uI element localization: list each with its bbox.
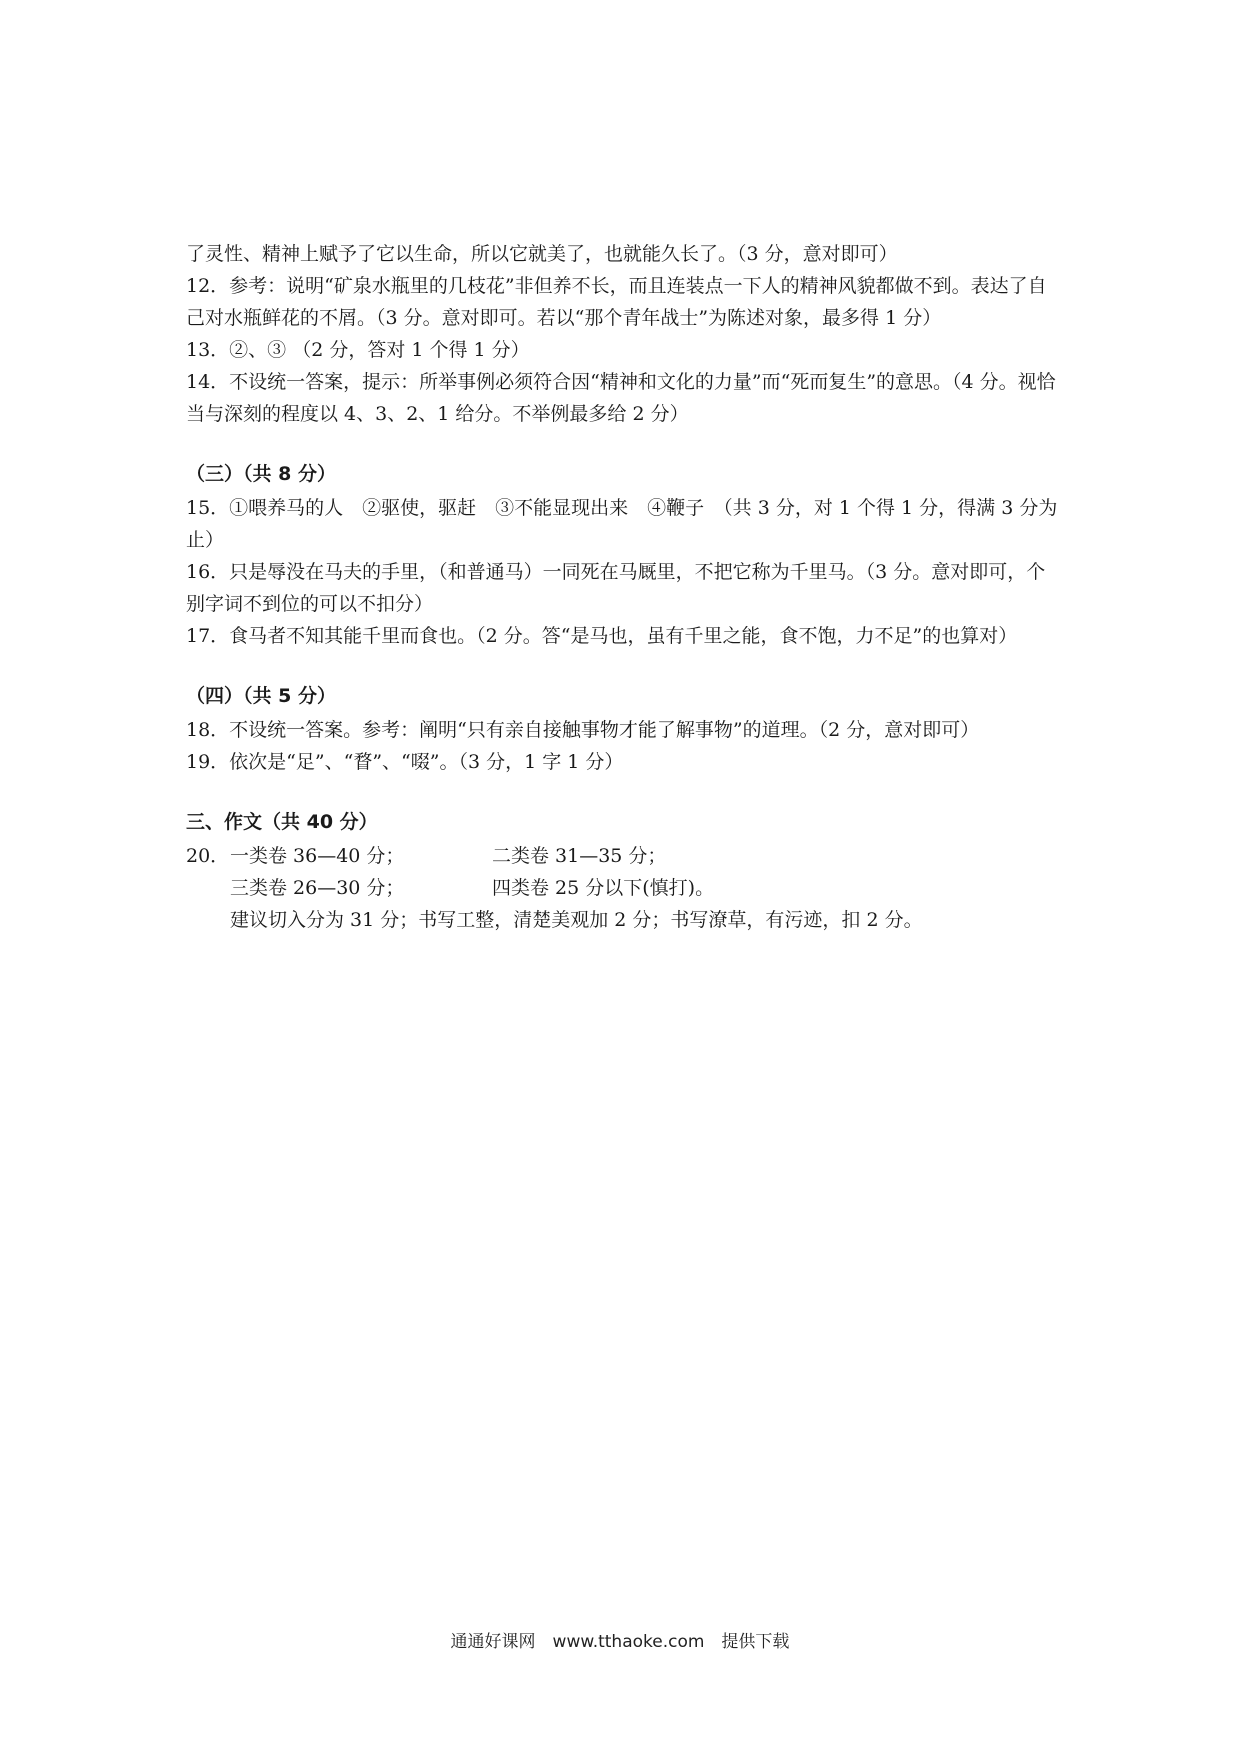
question-20-number: 20． — [186, 845, 230, 867]
answer-15: 15．①喂养马的人 ②驱使，驱赶 ③不能显现出来 ④鞭子 （共 3 分，对 1 个得 1 分，得满 3 分为止） — [186, 497, 1058, 551]
answer-key-body — [186, 238, 1062, 936]
section-4-heading: （四）（共 5 分） — [186, 685, 336, 707]
answer-17: 17．食马者不知其能千里而食也。（2 分。答“是马也，虽有千里之能，食不饱，力不足”的也算对） — [186, 625, 1018, 647]
answer-19: 19．依次是“足”、“瞀”、“啜”。（3 分，1 字 1 分） — [186, 751, 624, 773]
answer-13: 13．②、③ （2 分，答对 1 个得 1 分） — [186, 339, 530, 361]
essay-grades-row-2 — [186, 872, 1062, 904]
answer-18: 18．不设统一答案。参考：阐明“只有亲自接触事物才能了解事物”的道理。（2 分，意对即可） — [186, 719, 980, 741]
essay-section-heading: 三、作文（共 40 分） — [186, 811, 378, 833]
grade-class-3: 三类卷 26—30 分； — [230, 877, 405, 899]
answer-11-continuation: 了灵性、精神上赋予了它以生命，所以它就美了，也就能久长了。（3 分，意对即可） — [186, 243, 898, 265]
grade-class-2: 二类卷 31—35 分； — [492, 845, 667, 867]
page-footer: 通通好课网 www.tthaoke.com 提供下载 — [450, 1632, 790, 1652]
grade-class-1: 一类卷 36—40 分； — [230, 845, 405, 867]
grade-class-4: 四类卷 25 分以下(慎打)。 — [492, 877, 715, 899]
essay-grades-row-1 — [186, 840, 1062, 872]
essay-scoring-note: 建议切入分为 31 分；书写工整，清楚美观加 2 分；书写潦草，有污迹，扣 2 分。 — [230, 909, 923, 931]
section-3-heading: （三）（共 8 分） — [186, 463, 336, 485]
answer-12: 12．参考：说明“矿泉水瓶里的几枝花”非但养不长，而且连装点一下人的精神风貌都做不到。表达了自己对水瓶鲜花的不屑。（3 分。意对即可。若以“那个青年战士”为陈述对象，最多得 1 分） — [186, 275, 1047, 329]
answer-14: 14．不设统一答案，提示：所举事例必须符合因“精神和文化的力量”而“死而复生”的意思。（4 分。视恰当与深刻的程度以 4、3、2、1 给分。不举例最多给 2 分） — [186, 371, 1056, 425]
answer-16: 16．只是辱没在马夫的手里，（和普通马）一同死在马厩里，不把它称为千里马。（3 分。意对即可，个别字词不到位的可以不扣分） — [186, 561, 1046, 615]
